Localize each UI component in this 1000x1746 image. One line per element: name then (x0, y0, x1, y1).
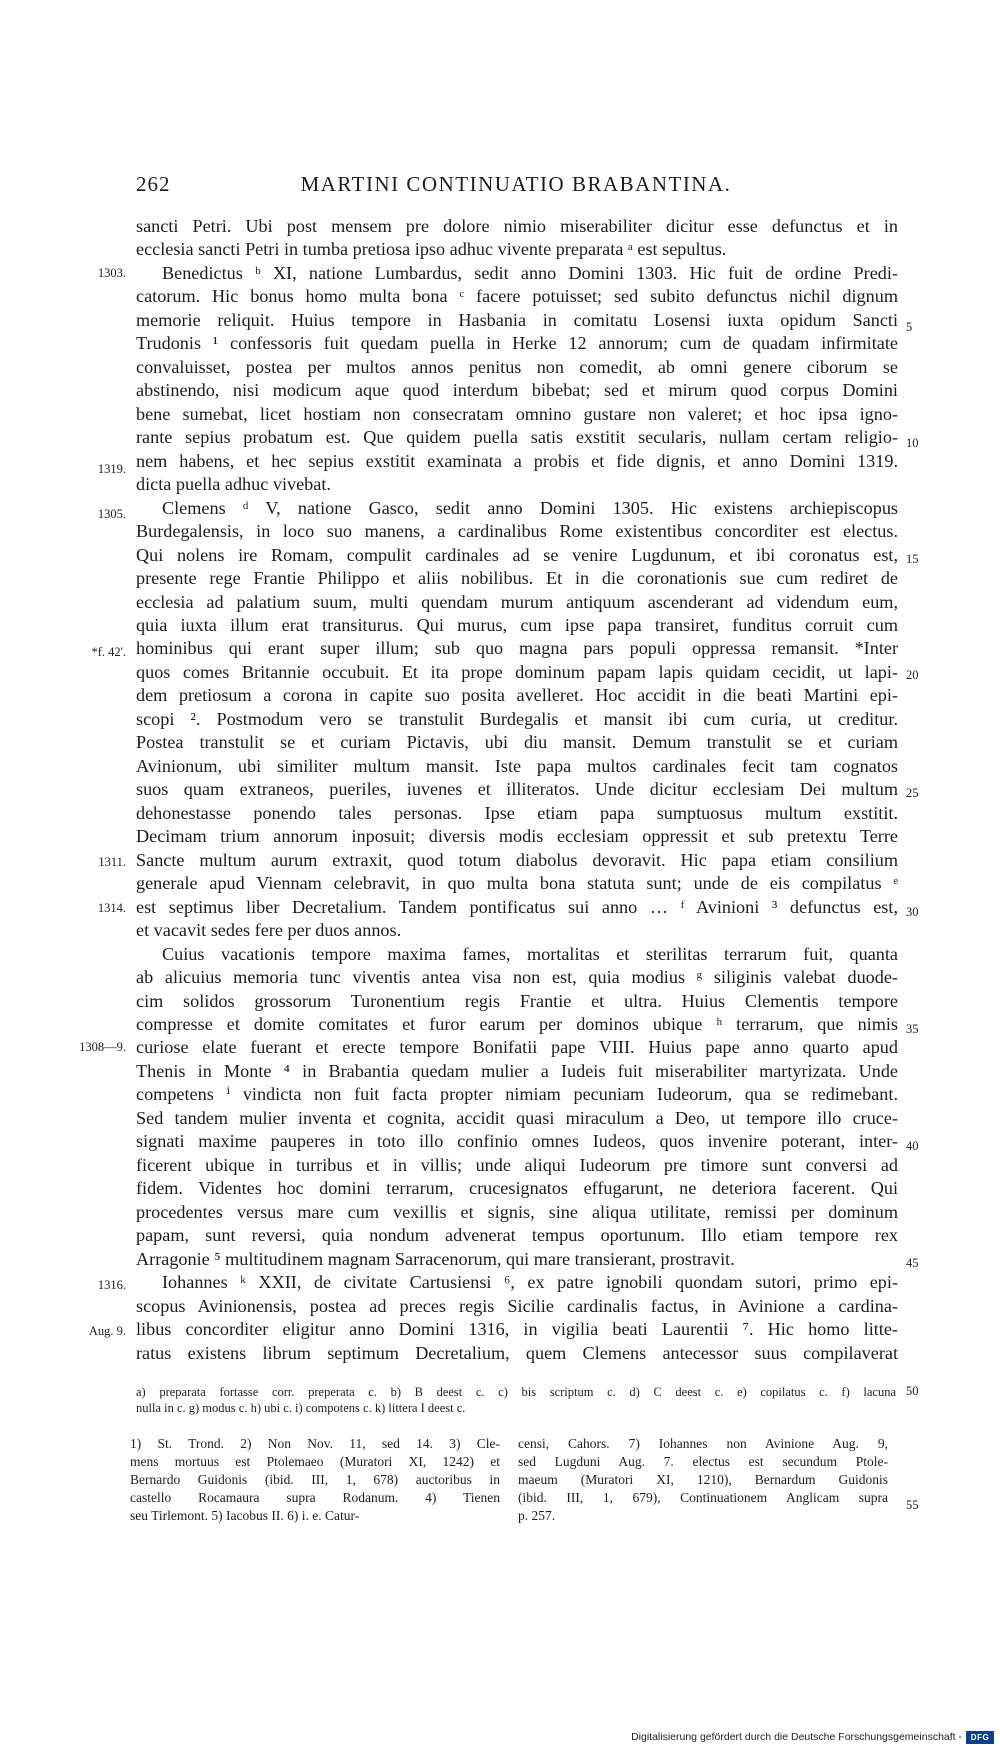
text-line: Avinionum, ubi similiter multum mansit. Iste papa multos cardinales fecit tam cognatos (136, 755, 898, 776)
line-number: 20 (906, 668, 919, 682)
dfg-logo-icon: DFG (966, 1731, 994, 1744)
text-line: Qui nolens ire Romam, compulit cardinales ad se venire Lugdunum, et ibi coronatus est, (136, 544, 898, 565)
apparatus-line: a) preparata fortasse corr. preperata c. b) B deest c. c) bis scriptum c. d) C deest c. e) copilatus c. f) lacuna (136, 1385, 896, 1399)
historical-notes (130, 1435, 890, 1525)
text-line: compresse et domite comitates et furor earum per dominos ubique ʰ terrarum, que nimis (136, 1013, 898, 1034)
text-line: fidem. Videntes hoc domini terrarum, crucesignatos effugarunt, ne deteriora facerent. Qui (136, 1178, 898, 1199)
text-line: memorie reliquit. Huius tempore in Hasbania in comitatu Losensi iuxta opidum Sancti (136, 309, 898, 330)
text-line: rante sepius probatum est. Que quidem puella satis exstitit secularis, nullam certam religio- (136, 427, 898, 448)
line-number: 30 (906, 905, 919, 919)
note-line: castello Rocamaura supra Rodanum. 4) Tienen (130, 1490, 500, 1505)
line-number: 50 (906, 1384, 919, 1398)
line-number: 25 (906, 786, 919, 800)
text-line: ecclesia sancti Petri in tumba pretiosa ipso adhuc vivente preparata ᵃ est sepultus. (136, 239, 727, 260)
text-line: Cuius vacationis tempore maxima fames, mortalitas et sterilitas terrarum fuit, quanta (162, 943, 898, 964)
text-line: Sed tandem mulier inventa et cognita, accidit quasi miraculum a Deo, ut tempore illo cruce- (136, 1107, 898, 1128)
margin-year: 1316. (97, 1278, 126, 1292)
line-number: 10 (906, 436, 919, 450)
text-line: dehonestasse ponendo tales personas. Ipse etiam papa sumptuosus multum exstitit. (136, 802, 898, 823)
text-line: abstinendo, nisi modicum aque quod interdum bibebat; sed et mirum quod corpus Domini (136, 380, 898, 401)
text-line: signati maxime pauperes in toto illo confinio omnes Iudeos, quos invenire poterant, inter- (136, 1131, 898, 1152)
text-line: dem pretiosum a corona in capite suo posita avelleret. Hoc accidit in die beati Martini epi- (136, 685, 898, 706)
text-line: dicta puella adhuc vivebat. (136, 474, 331, 495)
notes-column-right (518, 1435, 888, 1525)
note-line: censi, Cahors. 7) Iohannes non Avinione Aug. 9, (518, 1436, 888, 1451)
text-line: curiose elate fuerant et erecte tempore Bonifatii pape VIII. Huius pape anno quarto apud (136, 1037, 898, 1058)
note-line: mens mortuus est Ptolemaeo (Muratori XI, 1242) et (130, 1454, 500, 1469)
margin-year: 1319. (97, 462, 126, 476)
apparatus-line: nulla in c. g) modus c. h) ubi c. i) compotens c. k) littera I deest c. (136, 1401, 466, 1415)
text-line: procedentes versus mare cum vexillis et signis, sine aliqua utilitate, remissi per dominum (136, 1201, 898, 1222)
text-line: sancti Petri. Ubi post mensem pre dolore nimio miserabiliter dicitur esse defunctus et in (136, 216, 898, 236)
text-line: convaluisset, postea per multos annos penitus non comedit, ab omni genere ciborum se (136, 356, 898, 377)
text-line: Sancte multum aurum extraxit, quod totum diabolus devoravit. Hic papa etiam consilium (136, 849, 898, 870)
margin-year: 1303. (97, 266, 126, 280)
note-line: p. 257. (518, 1508, 556, 1523)
note-line: sed Lugduni Aug. 7. electus est secundum Ptole- (518, 1454, 888, 1469)
text-line: scopi ². Postmodum vero se transtulit Burdegalis et mansit ibi cum curia, ut creditur. (136, 708, 898, 729)
note-line: seu Tirlemont. 5) Iacobus II. 6) i. e. Catur- (130, 1508, 360, 1523)
text-line: quos comes Britannie occubuit. Et ita prope dominum papam lapis quidam cecidit, ut lapi- (136, 661, 898, 682)
margin-date: Aug. 9. (88, 1324, 126, 1338)
margin-folio-ref: *f. 42'. (91, 645, 126, 659)
text-line: cim solidos grossorum Turonentium regis Frantie et ultra. Huius Clementis tempore (136, 990, 898, 1011)
text-line: Decimam trium annorum inposuit; diversis modis ecclesiam oppressit et sub pretextu Terre (136, 826, 898, 847)
text-line: catorum. Hic bonus homo multa bona ᶜ facere potuisset; sed subito defunctus nichil dignum (136, 286, 898, 307)
text-line: Postea transtulit se et curiam Pictavis, ubi diu mansit. Demum transtulit se et curiam (136, 732, 898, 753)
line-number: 15 (906, 552, 919, 566)
text-line: generale apud Viennam celebravit, in quo multa bona statuta sunt; unde de eis compilatus ᵉ (136, 873, 898, 894)
funding-text: Digitalisierung gefördert durch die Deutsche Forschungsgemeinschaft - (631, 1731, 962, 1743)
text-line: ab alicuius memoria tunc viventis antea visa non est, quia modius ᵍ siliginis valebat duode- (136, 967, 898, 988)
text-line: papam, sunt reversi, quia nondum advenerat tempus oportunum. Illo etiam tempore rex (136, 1225, 898, 1246)
text-line: et vacavit sedes fere per duos annos. (136, 920, 402, 941)
text-line: nem habens, et hec sepius exstitit examinata a probis et fide dignis, et anno Domini 1319. (136, 450, 898, 471)
page-number: 262 (136, 172, 171, 196)
text-line: Thenis in Monte ⁴ in Brabantia quedam mulier a Iudeis fuit miserabiliter martyrizata. Unde (136, 1060, 898, 1081)
text-line: bene sumebat, licet hostiam non consecratam omnino gustare non valeret; et hoc ipsa igno- (136, 403, 898, 424)
margin-year: 1308—9. (79, 1040, 126, 1054)
textual-apparatus (136, 1384, 896, 1416)
text-line: suos quam extraneos, pueriles, iuvenes et illiteratos. Unde dicitur ecclesiam Dei multum (136, 779, 898, 800)
margin-year: 1314. (97, 901, 126, 915)
text-line: libus concorditer eligitur anno Domini 1316, in vigilia beati Laurentii ⁷. Hic homo litte- (136, 1319, 898, 1340)
running-title: MARTINI CONTINUATIO BRABANTINA. (300, 172, 732, 196)
funding-footer (604, 1729, 1000, 1746)
notes-column-left (130, 1435, 500, 1525)
line-number: 45 (906, 1256, 919, 1270)
line-number: 55 (906, 1498, 919, 1512)
page-header (136, 172, 896, 202)
note-line: 1) St. Trond. 2) Non Nov. 11, sed 14. 3) Cle- (130, 1436, 500, 1451)
text-line: Trudonis ¹ confessoris fuit quedam puella in Herke 12 annorum; cum de quadam infirmitate (136, 333, 898, 354)
text-line: presente rege Frantie Philippo et aliis nobilibus. Et in die coronationis sue cum rediret de (136, 568, 898, 589)
text-line: Arragonie ⁵ multitudinem magnam Sarracenorum, qui mare transierant, prostravit. (136, 1248, 735, 1269)
text-line: quia iuxta illum erat transiturus. Qui murus, cum ipse papa transiret, funditus corruit cum (136, 614, 898, 635)
line-number: 35 (906, 1022, 919, 1036)
text-line: Clemens ᵈ V, natione Gasco, sedit anno Domini 1305. Hic existens archiepiscopus (162, 497, 898, 518)
margin-year: 1311. (98, 855, 126, 869)
text-line: Burdegalensis, in loco suo manens, a cardinalibus Rome existentibus concorditer est electus. (136, 521, 898, 542)
line-number: 40 (906, 1139, 919, 1153)
text-line: Iohannes ᵏ XXII, de civitate Cartusiensi ⁶, ex patre ignobili quondam sutori, primo epi- (162, 1272, 898, 1293)
note-line: (ibid. III, 1, 679), Continuationem Anglicam supra (518, 1490, 888, 1505)
margin-year: 1305. (97, 507, 126, 521)
line-number: 5 (906, 320, 913, 334)
text-line: ecclesia ad palatium suum, multi quendam murum antiquum ascenderant ad videndum eum, (136, 591, 898, 612)
note-line: maeum (Muratori XI, 1210), Bernardum Guidonis (518, 1472, 888, 1487)
text-line: hominibus qui erant super illum; sub quo magna pars populi oppressa remansit. *Inter (136, 638, 898, 659)
text-line: competens ⁱ vindicta non fuit facta propter nimiam pecuniam Iudeorum, qua se redimebant. (136, 1084, 898, 1105)
text-line: ratus existens librum septimum Decretalium, quem Clemens antecessor suus compilaverat (136, 1342, 898, 1363)
note-line: Bernardo Guidonis (ibid. III, 1, 678) auctoribus in (130, 1472, 500, 1487)
text-line: est septimus liber Decretalium. Tandem pontificatus sui anno … ᶠ Avinioni ³ defunctus est, (136, 896, 898, 917)
text-line: scopus Avinionensis, postea ad preces regis Sicilie cardinalis factus, in Avinione a cardina- (136, 1295, 898, 1316)
text-line: ficerent ubique in turribus et in villis; unde aliqui Iudeorum pre timore sunt conversi ad (136, 1154, 898, 1175)
text-line: Benedictus ᵇ XI, natione Lumbardus, sedit anno Domini 1303. Hic fuit de ordine Predi- (162, 262, 898, 283)
